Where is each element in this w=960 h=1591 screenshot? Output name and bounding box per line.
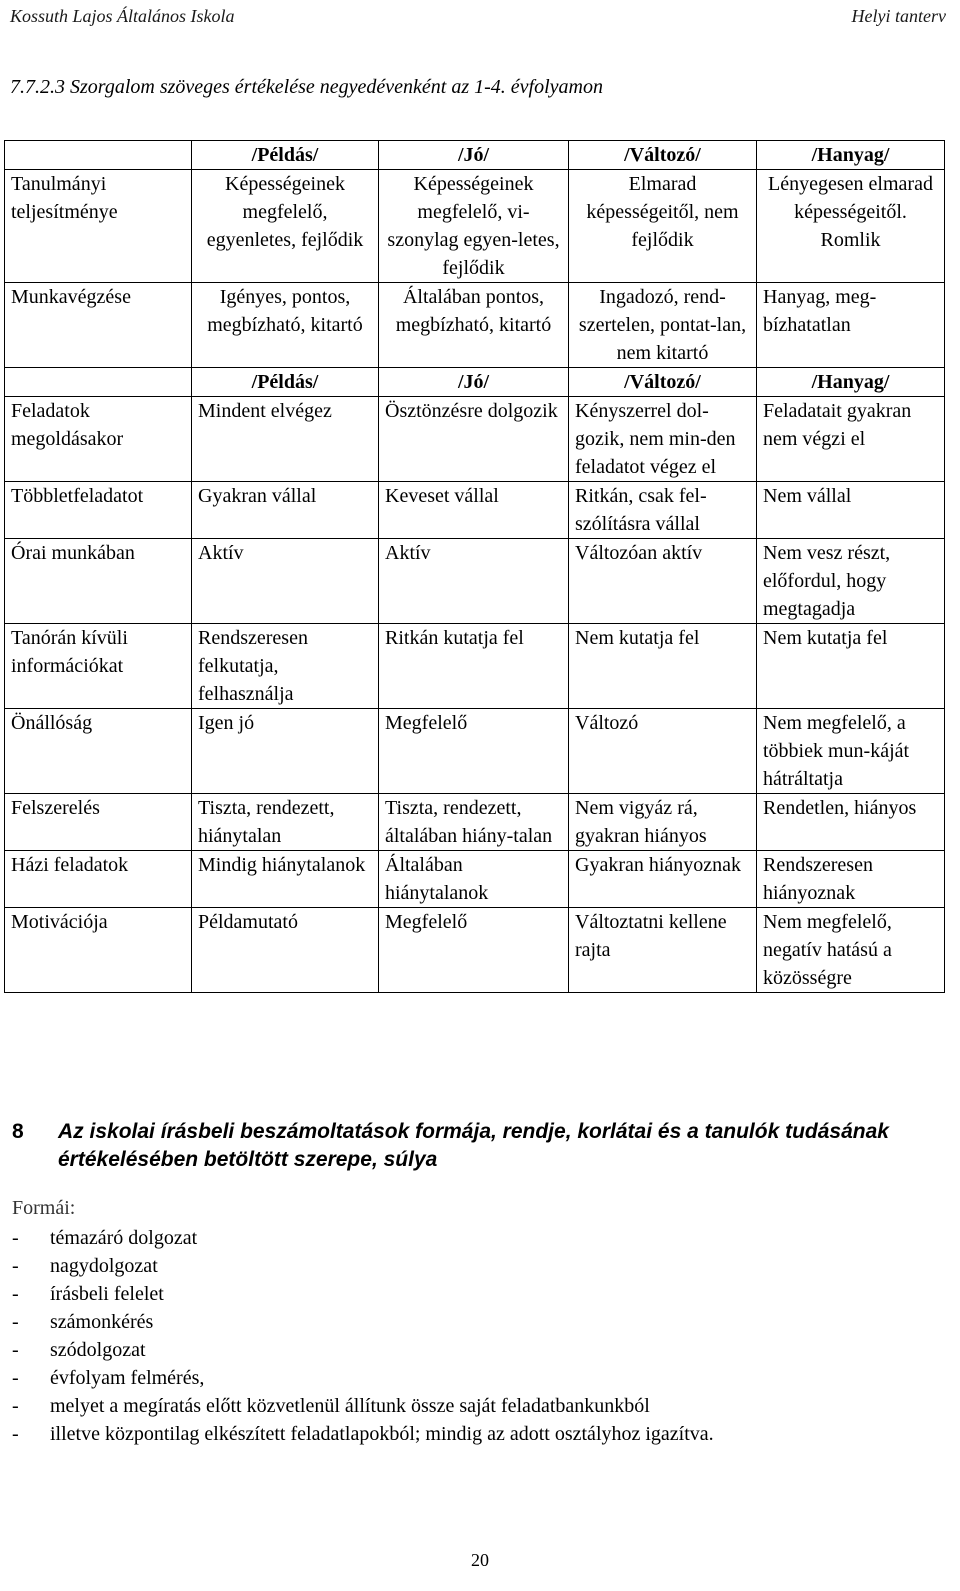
level-header: /Változó/	[569, 141, 757, 170]
chapter-number: 8	[12, 1120, 24, 1143]
row-label: Tanórán kívüli információkat	[5, 624, 192, 709]
row-label: Önállóság	[5, 709, 192, 794]
table-cell: Nem megfelelő, negatív hatású a közösségre	[757, 908, 945, 993]
table-cell: Változóan aktív	[569, 539, 757, 624]
formai-label: Formái:	[12, 1197, 76, 1219]
table-cell: Nem kutatja fel	[757, 624, 945, 709]
level-header: /Példás/	[192, 141, 379, 170]
row-label: Többletfeladatot	[5, 482, 192, 539]
table-cell: Ritkán, csak fel-szólításra vállal	[569, 482, 757, 539]
table-cell: Ritkán kutatja fel	[379, 624, 569, 709]
table-cell: Nem megfelelő, a többiek mun-káját hátráltatja	[757, 709, 945, 794]
list-item	[12, 1336, 714, 1364]
table-cell: Feladatait gyakran nem végzi el	[757, 397, 945, 482]
table-header-row	[5, 368, 945, 397]
list-dash: -	[12, 1311, 19, 1333]
table-cell: Megfelelő	[379, 908, 569, 993]
row-label: Órai munkában	[5, 539, 192, 624]
list-dash: -	[12, 1367, 19, 1389]
table-cell: Ösztönzésre dolgozik	[379, 397, 569, 482]
table-cell: Képességeinek megfelelő, vi-szonylag egyen-letes, fejlődik	[379, 170, 569, 283]
table-row	[5, 539, 945, 624]
formai-list	[12, 1224, 714, 1448]
table-row	[5, 709, 945, 794]
table-cell: Képességeinek megfelelő, egyenletes, fejlődik	[192, 170, 379, 283]
page-number: 20	[471, 1550, 489, 1570]
list-item	[12, 1224, 714, 1252]
table-header-row	[5, 141, 945, 170]
list-item	[12, 1308, 714, 1336]
document-name: Helyi tanterv	[851, 6, 946, 26]
list-item-text: illetve központilag elkészített feladatlapokból; mindig az adott osztályhoz igazítva.	[50, 1423, 714, 1445]
list-dash: -	[12, 1255, 19, 1277]
table-cell: Rendetlen, hiányos	[757, 794, 945, 851]
table-cell: Rendszeresen hiányoznak	[757, 851, 945, 908]
table-cell: Tiszta, rendezett, általában hiány-talan	[379, 794, 569, 851]
header-empty-cell	[5, 141, 192, 170]
table-cell: Gyakran hiányoznak	[569, 851, 757, 908]
table-cell: Igényes, pontos, megbízható, kitartó	[192, 283, 379, 368]
chapter-title: Az iskolai írásbeli beszámoltatások formája, rendje, korlátai és a tanulók tudásának értékelésében betöltött szerepe, súlya	[58, 1120, 889, 1171]
table-cell: Változtatni kellene rajta	[569, 908, 757, 993]
level-header: /Jó/	[379, 368, 569, 397]
list-item-text: évfolyam felmérés,	[50, 1367, 205, 1389]
table-row	[5, 908, 945, 993]
list-dash: -	[12, 1423, 19, 1445]
school-name: Kossuth Lajos Általános Iskola	[10, 6, 235, 26]
level-header: /Hanyag/	[757, 141, 945, 170]
section-title: 7.7.2.3 Szorgalom szöveges értékelése negyedévenként az 1-4. évfolyamon	[10, 76, 603, 98]
table-row	[5, 624, 945, 709]
table-cell: Hanyag, meg-bízhatatlan	[757, 283, 945, 368]
list-item-text: írásbeli felelet	[50, 1283, 164, 1305]
list-item-text: melyet a megíratás előtt közvetlenül állítunk össze saját feladatbankunkból	[50, 1395, 650, 1417]
list-dash: -	[12, 1395, 19, 1417]
table-row	[5, 482, 945, 539]
header-empty-cell	[5, 368, 192, 397]
row-label: Tanulmányi teljesítménye	[5, 170, 192, 283]
row-label: Felszerelés	[5, 794, 192, 851]
table-cell: Kényszerrel dol-gozik, nem min-den feladatot végez el	[569, 397, 757, 482]
table-cell: Lényegesen elmarad képességeitől. Romlik	[757, 170, 945, 283]
table-cell: Nem kutatja fel	[569, 624, 757, 709]
list-item	[12, 1364, 714, 1392]
table-cell: Nem vesz részt, előfordul, hogy megtagadja	[757, 539, 945, 624]
chapter-heading	[12, 1118, 942, 1174]
list-item-text: témazáró dolgozat	[50, 1227, 198, 1249]
row-label: Feladatok megoldásakor	[5, 397, 192, 482]
table-row	[5, 283, 945, 368]
level-header: /Változó/	[569, 368, 757, 397]
list-item	[12, 1420, 714, 1448]
table-cell: Aktív	[379, 539, 569, 624]
table-cell: Megfelelő	[379, 709, 569, 794]
list-dash: -	[12, 1227, 19, 1249]
list-item	[12, 1252, 714, 1280]
table-cell: Nem vállal	[757, 482, 945, 539]
list-item	[12, 1280, 714, 1308]
table-cell: Tiszta, rendezett, hiánytalan	[192, 794, 379, 851]
table-cell: Általában hiánytalanok	[379, 851, 569, 908]
table-cell: Példamutató	[192, 908, 379, 993]
table-cell: Nem vigyáz rá, gyakran hiányos	[569, 794, 757, 851]
table-cell: Aktív	[192, 539, 379, 624]
table-row	[5, 794, 945, 851]
table-row	[5, 851, 945, 908]
level-header: /Példás/	[192, 368, 379, 397]
table-cell: Rendszeresen felkutatja, felhasználja	[192, 624, 379, 709]
list-item-text: nagydolgozat	[50, 1255, 158, 1277]
table-cell: Általában pontos, megbízható, kitartó	[379, 283, 569, 368]
level-header: /Hanyag/	[757, 368, 945, 397]
row-label: Motivációja	[5, 908, 192, 993]
level-header: /Jó/	[379, 141, 569, 170]
evaluation-table	[4, 140, 945, 993]
table-cell: Mindig hiánytalanok	[192, 851, 379, 908]
table-cell: Gyakran vállal	[192, 482, 379, 539]
table-cell: Elmarad képességeitől, nem fejlődik	[569, 170, 757, 283]
list-item-text: szódolgozat	[50, 1339, 146, 1361]
table-cell: Változó	[569, 709, 757, 794]
list-dash: -	[12, 1339, 19, 1361]
table-cell: Igen jó	[192, 709, 379, 794]
list-item	[12, 1392, 714, 1420]
page-header	[10, 6, 946, 30]
row-label: Munkavégzése	[5, 283, 192, 368]
table-row	[5, 170, 945, 283]
list-dash: -	[12, 1283, 19, 1305]
table-cell: Mindent elvégez	[192, 397, 379, 482]
table-row	[5, 397, 945, 482]
row-label: Házi feladatok	[5, 851, 192, 908]
table-cell: Keveset vállal	[379, 482, 569, 539]
list-item-text: számonkérés	[50, 1311, 154, 1333]
table-cell: Ingadozó, rend-szertelen, pontat-lan, nem kitartó	[569, 283, 757, 368]
